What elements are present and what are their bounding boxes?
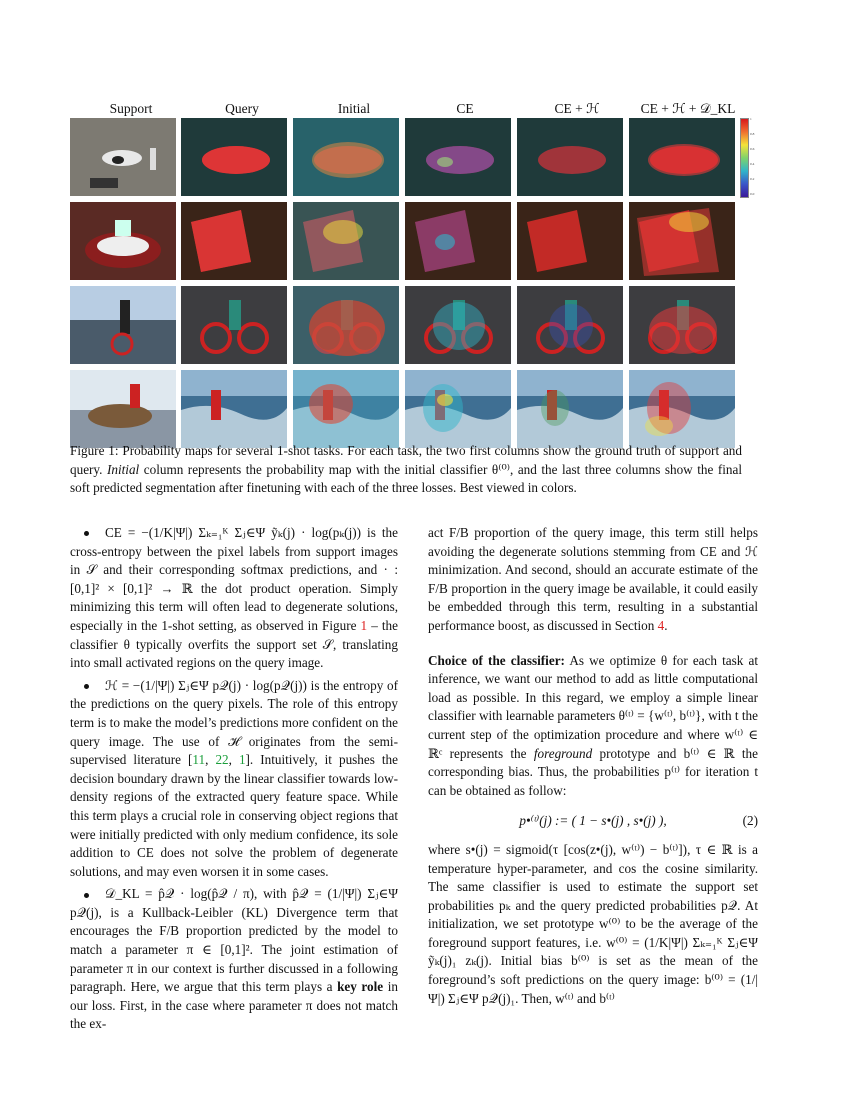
equation-2 (428, 812, 758, 831)
p2-text: As we optimize θ for each task at inference, we want our method to add as little computational load as possible. In this regard, we employ a simple linear classifier with learnable parameters θ⁽ᵗ⁾ = {w⁽ᵗ⁾, b⁽ᵗ⁾}, with t the current step of the optimization procedure and where w⁽ᵗ⁾ ∈ ℝᶜ represents the (428, 652, 758, 761)
caption-lead: Figure 1: Probability maps for several 1-shot tasks. For each task, the two first columns show the ground truth of support and query. (70, 443, 742, 477)
p1-text: act F/B proportion of the query image, this term still helps avoiding the degenerate solutions stemming from CE and ℋ minimization. And second, should an accurate estimate of the F/B proportion in the query image be available, it could easily be embedded through this term, resulting in a substantial performance boost, as discussed in Section (428, 525, 758, 633)
figure-ref-link[interactable]: 1 (360, 617, 368, 633)
colorbar (740, 118, 749, 198)
figure-tile-person-query (181, 370, 287, 448)
figure-tile-bicycle-initial (293, 286, 399, 364)
cite-link[interactable]: 1 (238, 752, 246, 768)
left-column (70, 524, 398, 1034)
bullet-dkl (70, 885, 398, 1034)
figure-tile-table-query (181, 202, 287, 280)
figure-tile-person-ce-h-dkl (629, 370, 735, 448)
header-query: Query (225, 101, 259, 116)
figure-tile-car-ce-h-dkl (629, 118, 735, 196)
header-ce: CE (456, 101, 474, 116)
figure-tile-table-ce (405, 202, 511, 280)
figure-tile-person-initial (293, 370, 399, 448)
bullet-dot (84, 684, 89, 689)
paragraph-where (428, 841, 758, 1008)
cite-sep: , (228, 752, 239, 768)
h-text: ℋ = −(1/|Ψ|) Σⱼ∈Ψ p𝒬(j) · log(p𝒬(j)) is the entropy of the predictions on the query pixels. The role of this entropy term is to make the model’s predictions more confident on the query image. The use of ℋ originates from the semi-supervised literature [ (70, 677, 398, 768)
figure-tile-table-ce-h-dkl (629, 202, 735, 280)
header-ce-h-dkl: CE + ℋ + 𝒟_KL (640, 101, 736, 116)
cite-sep: , (205, 752, 216, 768)
bullet-h (70, 677, 398, 882)
section-ref-link[interactable]: 4 (657, 617, 665, 633)
ce-text-end: – the classifier θ typically overfits the support set 𝒮, translating into small activated regions on the query image. (70, 617, 398, 671)
figure-tile-car-initial (293, 118, 399, 196)
figure-tile-table-support (70, 202, 176, 280)
cite-link[interactable]: 11 (192, 752, 206, 768)
figure-tile-bicycle-query (181, 286, 287, 364)
bullet-ce (70, 524, 398, 673)
figure-tile-table-ce-h (517, 202, 623, 280)
figure-tile-person-ce (405, 370, 511, 448)
key-role-bold: key role (337, 979, 384, 995)
foreground-ital: foreground (533, 745, 593, 761)
colorbar-tick: 0.0 (750, 192, 755, 196)
equation-body: p•⁽ᵗ⁾(j) := ( 1 − s•(j) , s•(j) ), (519, 813, 667, 829)
p2-text-end: prototype and b⁽ᵗ⁾ ∈ ℝ the corresponding bias. Thus, the probabilities p⁽ᵗ⁾ for iteration t can be obtained as follow: (428, 745, 758, 798)
paragraph-classifier (428, 652, 758, 801)
header-ce-h: CE + ℋ (554, 101, 600, 116)
paragraph-continuation (428, 524, 758, 636)
dkl-text-end: in our loss. First, in the case where parameter π does not match the ex- (70, 979, 398, 1032)
p3-text: where s•(j) = sigmoid(τ [cos(z•(j), w⁽ᵗ⁾) − b⁽ᵗ⁾]), τ ∈ ℝ is a temperature hyper-parameter, and cos the cosine similarity. The same classifier is used to estimate the support set probabilities pₖ and the query predicted probabilities p𝒬. At initialization, we set prototype w⁽⁰⁾ to be the average of the foreground support features, i.e. w⁽⁰⁾ = (1/K|Ψ|) Σₖ₌₁ᴷ Σⱼ∈Ψ ỹₖ(j)₁ zₖ(j). Initial bias b⁽⁰⁾ is set as the mean of the foreground’s soft predictions on the query image: b⁽⁰⁾ = (1/|Ψ|) Σⱼ∈Ψ p𝒬(j)₁. Then, w⁽ᵗ⁾ and b⁽ᵗ⁾ (428, 841, 758, 1006)
figure-tile-bicycle-ce-h (517, 286, 623, 364)
figure-tile-car-ce-h (517, 118, 623, 196)
bullet-dot (84, 893, 89, 898)
p1-end: . (664, 617, 668, 633)
colorbar-tick: 0.8 (750, 132, 755, 136)
h-text-end: ]. Intuitively, it pushes the decision boundary drawn by the linear classifier towards low-density regions of the extracted query feature space. While this term plays a crucial role in conserving object regions that were initially predicted with only medium confidence, its sole addition to CE does not solve the problem of degenerate solutions, and may even worsen it in some cases. (70, 752, 398, 879)
right-column (428, 524, 758, 1008)
equation-number: (2) (742, 813, 758, 829)
caption-initial-ital: Initial (106, 461, 140, 477)
figure-tile-table-initial (293, 202, 399, 280)
figure-tile-car-query (181, 118, 287, 196)
colorbar-tick: 1 (750, 117, 752, 121)
header-initial: Initial (337, 101, 371, 116)
bullet-dot (84, 531, 89, 536)
figure-tile-car-support (70, 118, 176, 196)
cite-link[interactable]: 22 (215, 752, 229, 768)
figure-tile-bicycle-support (70, 286, 176, 364)
dkl-text: 𝒟_KL = p̂𝒬 · log(p̂𝒬 / π), with p̂𝒬 = (1/|Ψ|) Σⱼ∈Ψ p𝒬(j), is a Kullback-Leibler (KL) Divergence term that encourages the F/B proportion predicted by the model to match a parameter π ∈ [0,1]². The joint estimation of parameter π in our context is further discussed in a following paragraph. Here, we argue that this term plays a (70, 886, 398, 995)
caption-rest: column represents the probability map with the initial classifier θ⁽⁰⁾, and the last three columns show the final soft predicted segmentation after finetuning with each of the three losses. Best viewed in colors. (70, 461, 742, 496)
figure-caption (70, 442, 742, 498)
figure-tile-person-support (70, 370, 176, 448)
figure-tile-car-ce (405, 118, 511, 196)
figure-tile-person-ce-h (517, 370, 623, 448)
ce-text: CE = −(1/K|Ψ|) Σₖ₌₁ᴷ Σⱼ∈Ψ ỹₖ(j) · log(pₖ(j)) is the cross-entropy between the pixel labels from support images in 𝒮 and their corresponding softmax predictions, and · : [0,1]² × [0,1]² → ℝ the dot product operation. Simply minimizing this term will often lead to degenerate solutions, especially in the 1-shot setting, as observed in Figure (70, 525, 398, 633)
figure-tile-bicycle-ce-h-dkl (629, 286, 735, 364)
colorbar-tick: 0.4 (750, 162, 755, 166)
colorbar-tick: 0.2 (750, 177, 755, 181)
classifier-heading: Choice of the classifier: (428, 652, 565, 668)
figure-tile-bicycle-ce (405, 286, 511, 364)
header-support: Support (109, 101, 153, 116)
colorbar-tick: 0.6 (750, 147, 755, 151)
